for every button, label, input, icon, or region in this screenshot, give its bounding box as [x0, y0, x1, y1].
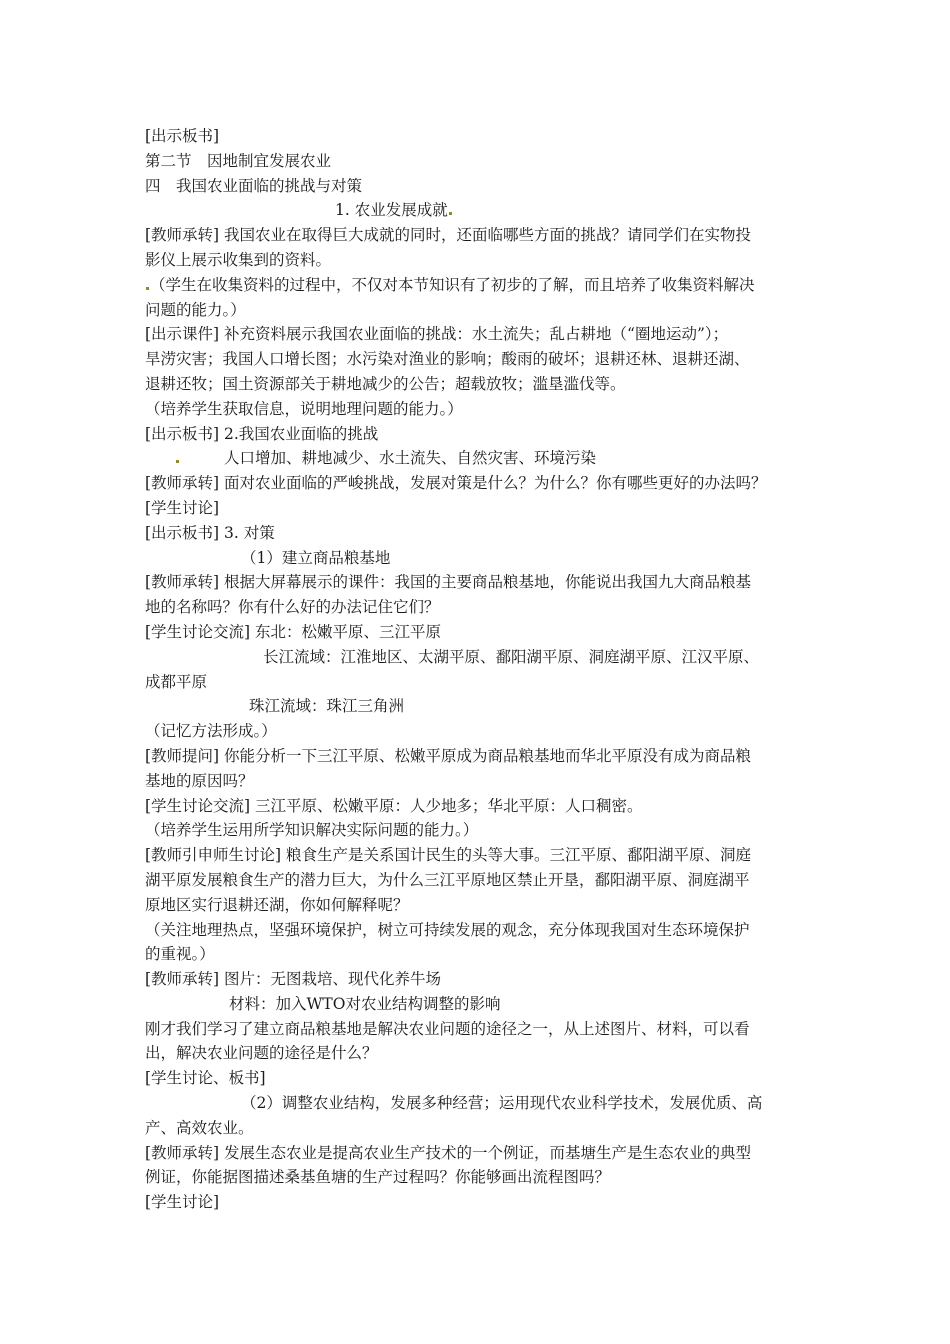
- paragraph-text: （学生在收集资料的过程中，不仅对本节知识有了初步的了解，而且培养了收集资料解决: [150, 275, 755, 294]
- document-page: [145, 124, 817, 1215]
- paragraph-line: [学生讨论]: [145, 498, 220, 517]
- paragraph-line: [教师提问] 你能分析一下三江平原、松嫩平原成为商品粮基地而华北平原没有成为商品粮: [145, 746, 752, 765]
- paragraph-line: [教师承转] 图片：无图栽培、现代化养牛场: [145, 970, 442, 989]
- paragraph-line: 湖平原发展粮食生产的潜力巨大，为什么三江平原地区禁止开垦，鄱阳湖平原、洞庭湖平: [145, 870, 750, 889]
- scan-mark: [449, 212, 452, 215]
- paragraph-line: 产、高效农业。: [145, 1118, 254, 1137]
- scan-mark: [176, 460, 179, 463]
- challenges-line: [145, 446, 817, 471]
- paragraph-line: 退耕还牧；国土资源部关于耕地减少的公告；超载放牧；滥垦滥伐等。: [145, 374, 626, 393]
- scan-mark: [146, 287, 149, 290]
- section-title: 第二节 因地制宜发展农业: [145, 151, 332, 170]
- point-1-text: 1. 农业发展成就: [335, 201, 448, 220]
- point-1-heading: [145, 198, 817, 223]
- board-heading: [出示板书] 3. 对策: [145, 523, 275, 542]
- paragraph-line: 例证，你能据图描述桑基鱼塘的生产过程吗？你能够画出流程图吗？: [145, 1168, 611, 1187]
- paragraph-line: [出示课件] 补充资料展示我国农业面临的挑战：水土流失；乱占耕地（“圈地运动”）；: [145, 325, 729, 344]
- paragraph-line: 珠江流域：珠江三角洲: [249, 697, 405, 716]
- paragraph-line: 刚才我们学习了建立商品粮基地是解决农业问题的途径之一，从上述图片、材料，可以看: [145, 1019, 750, 1038]
- paragraph-line: 成都平原: [145, 672, 208, 691]
- paragraph-line: 旱涝灾害；我国人口增长图；水污染对渔业的影响；酸雨的破坏；退耕还林、退耕还湖、: [145, 350, 750, 369]
- paragraph-line: [学生讨论交流] 东北：松嫩平原、三江平原: [145, 622, 442, 641]
- paragraph-line: （培养学生获取信息，说明地理问题的能力。）: [145, 399, 463, 418]
- paragraph-line: 基地的原因吗？: [145, 771, 254, 790]
- strategy-2-line: （2）调整农业结构，发展多种经营；运用现代农业科学技术，发展优质、高: [241, 1094, 763, 1113]
- paragraph-line: [教师承转] 根据大屏幕展示的课件：我国的主要商品粮基地，你能说出我国九大商品粮基: [145, 573, 752, 592]
- paragraph-line: （记忆方法形成。）: [145, 722, 277, 741]
- paragraph-line: （关注地理热点，坚强环境保护，树立可持续发展的观念，充分体现我国对生态环境保护: [145, 920, 750, 939]
- paragraph-line: 原地区实行退耕还湖，你如何解释呢？: [145, 895, 409, 914]
- paragraph-line: [教师引申师生讨论] 粮食生产是关系国计民生的头等大事。三江平原、鄱阳湖平原、洞庭: [145, 846, 752, 865]
- subsection-title: 四 我国农业面临的挑战与对策: [145, 176, 363, 195]
- challenges-text: 人口增加、耕地减少、水土流失、自然灾害、环境污染: [224, 449, 597, 468]
- paragraph-line: [教师承转] 发展生态农业是提高农业生产技术的一个例证，而基塘生产是生态农业的典型: [145, 1143, 752, 1162]
- paragraph-line: [学生讨论]: [145, 1193, 220, 1212]
- paragraph-line: 长江流域：江淮地区、太湖平原、鄱阳湖平原、洞庭湖平原、江汉平原、: [263, 647, 760, 666]
- paragraph-line: [教师承转] 面对农业面临的严峻挑战，发展对策是什么？为什么？你有哪些更好的办法吗？: [145, 474, 767, 493]
- paragraph-line: 地的名称吗？你有什么好的办法记住它们？: [145, 598, 440, 617]
- strategy-1-line: （1）建立商品粮基地: [241, 548, 391, 567]
- paragraph-line: 的重视。）: [145, 945, 215, 964]
- paragraph-line: 影仪上展示收集到的资料。: [145, 250, 332, 269]
- paragraph-line: 材料：加入WTO对农业结构调整的影响: [229, 994, 501, 1013]
- board-heading: [出示板书]: [145, 127, 220, 145]
- paragraph-line: 出，解决农业问题的途径是什么？: [145, 1044, 378, 1063]
- paragraph-line: [学生讨论、板书]: [145, 1069, 266, 1088]
- paragraph-line: [教师承转] 我国农业在取得巨大成就的同时，还面临哪些方面的挑战？请同学们在实物投: [145, 226, 752, 245]
- paragraph-line: （培养学生运用所学知识解决实际问题的能力。）: [145, 821, 479, 840]
- board-heading: [出示板书] 2.我国农业面临的挑战: [145, 424, 379, 443]
- paragraph-line: [学生讨论交流] 三江平原、松嫩平原：人少地多；华北平原：人口稠密。: [145, 796, 643, 815]
- paragraph-line: [145, 273, 817, 298]
- paragraph-line: 问题的能力。）: [145, 300, 246, 319]
